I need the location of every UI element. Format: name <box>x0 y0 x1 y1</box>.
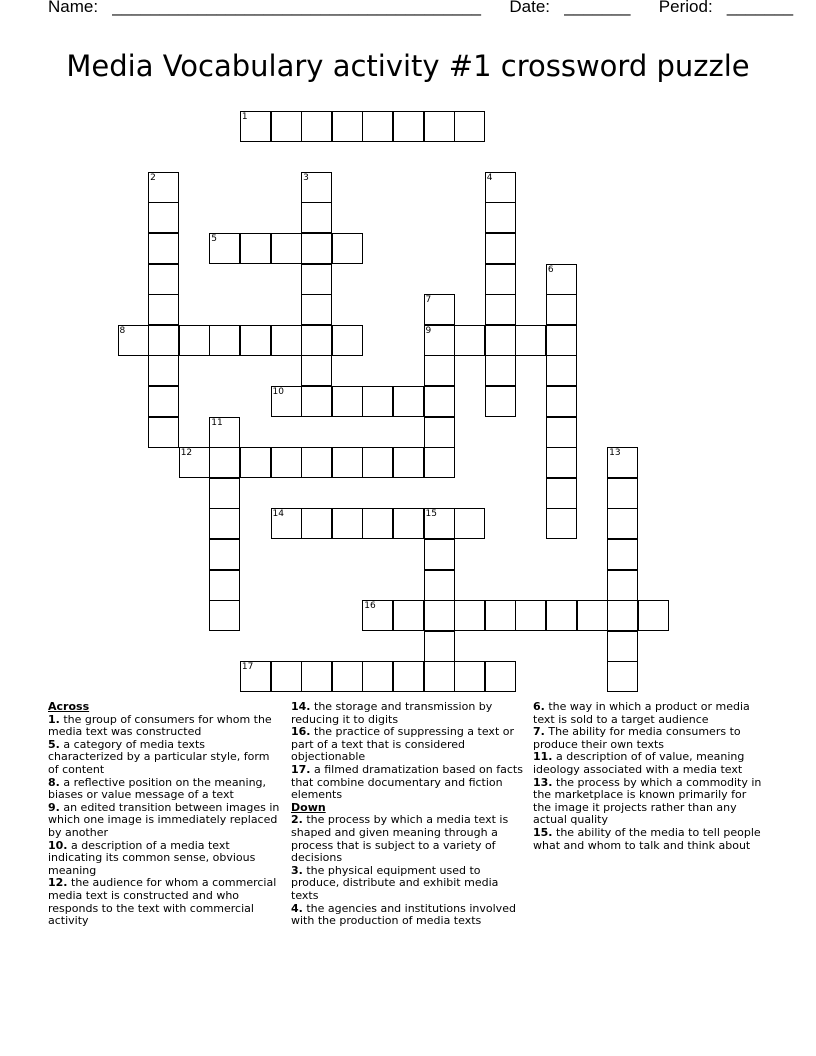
crossword-cell[interactable] <box>454 508 485 539</box>
crossword-cell[interactable] <box>332 233 363 264</box>
crossword-cell[interactable] <box>301 661 332 692</box>
clue-across-14: 14. the storage and transmission by reducing it to digits <box>291 700 493 726</box>
crossword-cell[interactable] <box>148 325 179 356</box>
clue-across-16: 16. the practice of suppressing a text or part of a text that is considered objectionable <box>291 725 515 764</box>
crossword-cell[interactable] <box>485 325 516 356</box>
crossword-cell[interactable] <box>424 570 455 601</box>
crossword-cell[interactable] <box>546 325 577 356</box>
crossword-cell[interactable] <box>332 661 363 692</box>
crossword-cell[interactable] <box>362 600 393 631</box>
crossword-cell[interactable] <box>485 233 516 264</box>
cell-number: 15 <box>425 509 437 520</box>
name-label: Name: <box>48 0 99 16</box>
crossword-cell[interactable] <box>485 355 516 386</box>
crossword-cell[interactable] <box>424 325 455 356</box>
crossword-cell[interactable] <box>179 447 210 478</box>
crossword-cell[interactable] <box>546 264 577 295</box>
crossword-cell[interactable] <box>424 631 455 662</box>
crossword-cell[interactable] <box>271 508 302 539</box>
clue-down-2: 2. the process by which a media text is shaped and given meaning through a process that is subject to a variety of decisions <box>291 813 509 865</box>
clue-down-11: 11. a description of of value, meaning ideology associated with a media text <box>533 750 745 776</box>
crossword-cell[interactable] <box>209 233 240 264</box>
crossword-cell[interactable] <box>301 233 332 264</box>
crossword-cell[interactable] <box>209 417 240 448</box>
page-title: Media Vocabulary activity #1 crossword puzzle <box>66 49 750 83</box>
name-blank[interactable]: _______________________________________ <box>112 0 482 16</box>
crossword-cell[interactable] <box>515 325 546 356</box>
cell-number: 2 <box>150 172 156 183</box>
crossword-cell[interactable] <box>209 508 240 539</box>
crossword-cell[interactable] <box>424 539 455 570</box>
crossword-cell[interactable] <box>546 600 577 631</box>
clue-down-13: 13. the process by which a commodity in the marketplace is known primarily for the image it projects rather than any actual quality <box>533 775 762 827</box>
cell-number: 1 <box>241 111 248 122</box>
crossword-cell[interactable] <box>424 417 455 448</box>
crossword-cell[interactable] <box>607 478 638 509</box>
crossword-cell[interactable] <box>301 111 332 142</box>
clue-down-3: 3. the physical equipment used to produce, distribute and exhibit media texts <box>291 863 499 902</box>
crossword-cell[interactable] <box>485 661 516 692</box>
cell-number: 9 <box>425 325 432 336</box>
crossword-cell[interactable] <box>424 508 455 539</box>
crossword-cell[interactable] <box>301 264 332 295</box>
crossword-cell[interactable] <box>607 508 638 539</box>
crossword-cell[interactable] <box>240 447 271 478</box>
crossword-cell[interactable] <box>454 111 485 142</box>
crossword-cell[interactable] <box>362 661 393 692</box>
crossword-cell[interactable] <box>332 447 363 478</box>
crossword-cell[interactable] <box>271 111 302 142</box>
crossword-cell[interactable] <box>424 600 455 631</box>
crossword-cell[interactable] <box>454 325 485 356</box>
crossword-cell[interactable] <box>301 355 332 386</box>
crossword-cell[interactable] <box>271 661 302 692</box>
cell-number: 4 <box>486 172 493 183</box>
cell-number: 11 <box>211 417 223 428</box>
crossword-cell[interactable] <box>362 386 393 417</box>
crossword-cell[interactable] <box>301 202 332 233</box>
crossword-cell[interactable] <box>301 172 332 203</box>
crossword-cell[interactable] <box>607 631 638 662</box>
crossword-cell[interactable] <box>638 600 669 631</box>
clue-down-4: 4. the agencies and institutions involved with the production of media texts <box>291 901 516 928</box>
across-heading: Across <box>48 700 90 713</box>
crossword-cell[interactable] <box>209 600 240 631</box>
crossword-cell[interactable] <box>546 417 577 448</box>
clue-across-1: 1. the group of consumers for whom the media text was constructed <box>48 712 272 739</box>
cell-number: 3 <box>303 172 309 183</box>
crossword-cell[interactable] <box>148 417 179 448</box>
crossword-cell[interactable] <box>209 325 240 356</box>
crossword-cell[interactable] <box>393 508 424 539</box>
crossword-cell[interactable] <box>271 233 302 264</box>
crossword-cell[interactable] <box>546 478 577 509</box>
crossword-cell[interactable] <box>240 233 271 264</box>
cell-number: 17 <box>241 662 254 673</box>
clue-across-10: 10. a description of a media text indicating its common sense, obvious meaning <box>48 838 256 877</box>
crossword-cell[interactable] <box>424 661 455 692</box>
crossword-cell[interactable] <box>271 325 302 356</box>
crossword-cell[interactable] <box>546 294 577 325</box>
period-label: Period: <box>658 0 713 16</box>
crossword-cell[interactable] <box>424 355 455 386</box>
crossword-cell[interactable] <box>118 325 149 356</box>
clue-down-15: 15. the ability of the media to tell people what and whom to talk and think about <box>533 825 761 852</box>
crossword-cell[interactable] <box>301 325 332 356</box>
cell-number: 6 <box>547 264 554 275</box>
cell-number: 16 <box>364 601 376 612</box>
cell-number: 12 <box>180 448 193 459</box>
clues-column-2 <box>291 701 525 928</box>
crossword-cell[interactable] <box>209 539 240 570</box>
crossword-cell[interactable] <box>607 661 638 692</box>
crossword-cell[interactable] <box>209 570 240 601</box>
crossword-cell[interactable] <box>148 264 179 295</box>
crossword-cell[interactable] <box>485 202 516 233</box>
crossword-cell[interactable] <box>485 294 516 325</box>
crossword-cell[interactable] <box>148 202 179 233</box>
crossword-cell[interactable] <box>209 447 240 478</box>
clue-across-8: 8. a reflective position on the meaning, biases or value message of a text <box>48 775 267 802</box>
crossword-cell[interactable] <box>485 172 516 203</box>
crossword-cell[interactable] <box>607 600 638 631</box>
crossword-cell[interactable] <box>393 661 424 692</box>
down-heading: Down <box>291 800 326 814</box>
crossword-cell[interactable] <box>240 661 271 692</box>
crossword-cell[interactable] <box>577 600 608 631</box>
crossword-cell[interactable] <box>454 600 485 631</box>
date-label: Date: <box>509 0 551 16</box>
crossword-cell[interactable] <box>332 325 363 356</box>
crossword-cell[interactable] <box>332 508 363 539</box>
crossword-cell[interactable] <box>332 386 363 417</box>
crossword-cell[interactable] <box>271 447 302 478</box>
crossword-cell[interactable] <box>424 386 455 417</box>
crossword-cell[interactable] <box>546 386 577 417</box>
cell-number: 7 <box>425 295 432 306</box>
crossword-cell[interactable] <box>393 600 424 631</box>
clues-column-1 <box>48 701 282 928</box>
crossword-cell[interactable] <box>332 111 363 142</box>
crossword-cell[interactable] <box>546 355 577 386</box>
clue-across-9: 9. an edited transition between images in which one image is immediately replaced by another <box>48 800 280 839</box>
crossword-cell[interactable] <box>393 386 424 417</box>
cell-number: 10 <box>272 386 284 397</box>
crossword-cell[interactable] <box>240 325 271 356</box>
clue-across-17: 17. a filmed dramatization based on facts that combine documentary and fiction elements <box>291 762 523 802</box>
crossword-cell[interactable] <box>515 600 546 631</box>
crossword-cell[interactable] <box>607 447 638 478</box>
crossword-cell[interactable] <box>485 264 516 295</box>
crossword-cell[interactable] <box>485 386 516 417</box>
cell-number: 14 <box>272 509 284 520</box>
crossword-cell[interactable] <box>393 447 424 478</box>
crossword-cell[interactable] <box>148 172 179 203</box>
crossword-cell[interactable] <box>454 661 485 692</box>
crossword-cell[interactable] <box>179 325 210 356</box>
clue-down-7: 7. The ability for media consumers to produce their own texts <box>533 725 741 751</box>
crossword-cell[interactable] <box>424 447 455 478</box>
clue-across-5: 5. a category of media texts characterized by a particular style, form of content <box>48 737 270 776</box>
crossword-cell[interactable] <box>362 508 393 539</box>
crossword-cell[interactable] <box>607 570 638 601</box>
crossword-cell[interactable] <box>209 478 240 509</box>
crossword-cell[interactable] <box>148 386 179 417</box>
clue-across-12: 12. the audience for whom a commercial media text is constructed and who responds to the text with commercial activity <box>48 876 277 928</box>
crossword-cell[interactable] <box>362 447 393 478</box>
crossword-cell[interactable] <box>148 355 179 386</box>
crossword-cell[interactable] <box>148 233 179 264</box>
crossword-cell[interactable] <box>607 539 638 570</box>
crossword-cell[interactable] <box>546 508 577 539</box>
crossword-cell[interactable] <box>301 386 332 417</box>
crossword-cell[interactable] <box>271 386 302 417</box>
crossword-cell[interactable] <box>301 508 332 539</box>
crossword-cell[interactable] <box>301 447 332 478</box>
crossword-cell[interactable] <box>240 111 271 142</box>
period-blank[interactable]: _______ <box>726 0 794 16</box>
clues-column-3 <box>533 701 767 852</box>
crossword-cell[interactable] <box>148 294 179 325</box>
clue-down-6: 6. the way in which a product or media text is sold to a target audience <box>533 700 750 726</box>
crossword-cell[interactable] <box>424 111 455 142</box>
date-blank[interactable]: _______ <box>564 0 631 16</box>
crossword-cell[interactable] <box>424 294 455 325</box>
crossword-cell[interactable] <box>546 447 577 478</box>
crossword-cell[interactable] <box>362 111 393 142</box>
crossword-cell[interactable] <box>393 111 424 142</box>
cell-number: 13 <box>609 448 621 459</box>
crossword-cell[interactable] <box>301 294 332 325</box>
cell-number: 5 <box>211 233 218 244</box>
cell-number: 8 <box>119 325 126 336</box>
crossword-cell[interactable] <box>485 600 516 631</box>
